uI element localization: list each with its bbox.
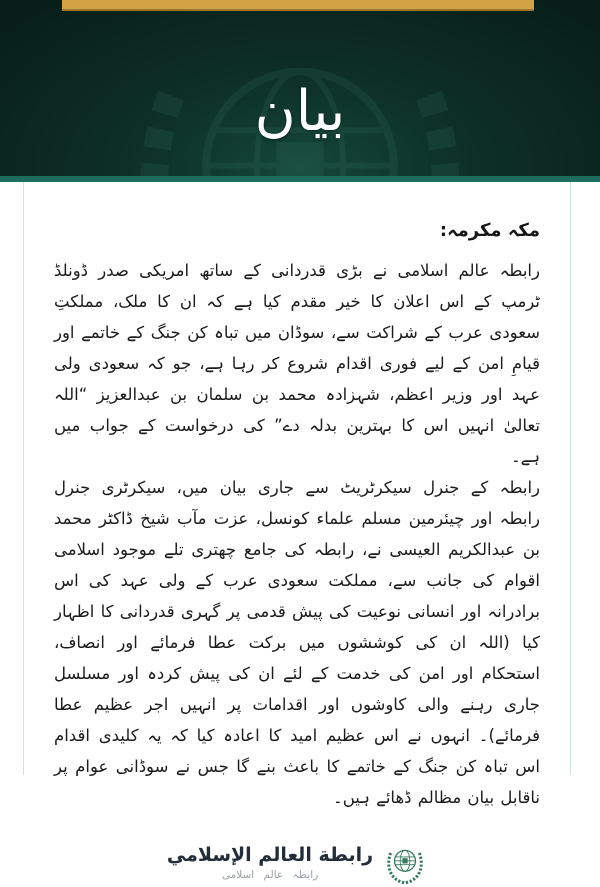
mwl-emblem-icon: [383, 839, 427, 887]
location-heading: مکہ مکرمہ:: [439, 220, 540, 241]
statement-paragraph-1: رابطہ عالم اسلامی نے بڑی قدردانی کے ساتھ امریکی صدر ڈونلڈ ٹرمپ کے اس اعلان کا خیر مقدم کیا ہے کہ ان کا ملک، مملکتِ سعودی عرب کے شراکت سے، سوڈان میں تباہ کن جنگ کے خاتمے اور قیامِ امن کے لیے فوری اقدام شروع کر رہا ہے، جو کہ سعودی ولی عہد اور وزیر اعظم، شہزادہ محمد بن سلمان بن عبدالعزیز “اللہ تعالیٰ انہیں اس کا بہترین بدلہ دے” کی درخواست کے جواب میں ہے۔: [54, 261, 540, 466]
gold-accent-bar: [62, 0, 534, 11]
mwl-logo-text: [167, 845, 373, 881]
mwl-logo-subtitle: رابطہ عالم اسلامی: [221, 868, 319, 881]
statement-paragraph-2: رابطہ کے جنرل سیکرٹریٹ سے جاری بیان میں، سیکرٹری جنرل رابطہ اور چیئرمین مسلم علماء کونسل، عزت مآب شیخ ڈاکٹر محمد بن عبدالکریم العیسی نے، رابطہ کی جامع چھتری تلے موجود اسلامی اقوام کی جانب سے، مملکت سعودی عرب کے ولی عہد کی اس برادرانہ اور انسانی نوعیت کی پیش قدمی پر گہری قدردانی کا اظہار کیا (اللہ ان کی کوششوں میں برکت عطا فرمائے اور انصاف، استحکام اور امن کی خدمت کے لئے ان کی پیش کردہ اور مسلسل جاری رہنے والی کاوشوں اور اقدامات پر انہیں اجر عظیم عطا فرمائے)۔ انہوں نے اس عظیم امید کا اعادہ کیا کہ یہ کلیدی اقدام اس تباہ کن جنگ کے خاتمے کا باعث بنے گا جس نے سوڈانی عوام پر ناقابل بیان مظالم ڈھائے ہیں۔: [54, 478, 540, 807]
mwl-logo-calligraphy: رابطة العالم الإسلامي: [166, 844, 374, 867]
statement-card: [23, 182, 571, 881]
statement-header: [0, 0, 600, 176]
statement-title: بيان: [254, 79, 346, 144]
mwl-logo: [54, 839, 540, 887]
